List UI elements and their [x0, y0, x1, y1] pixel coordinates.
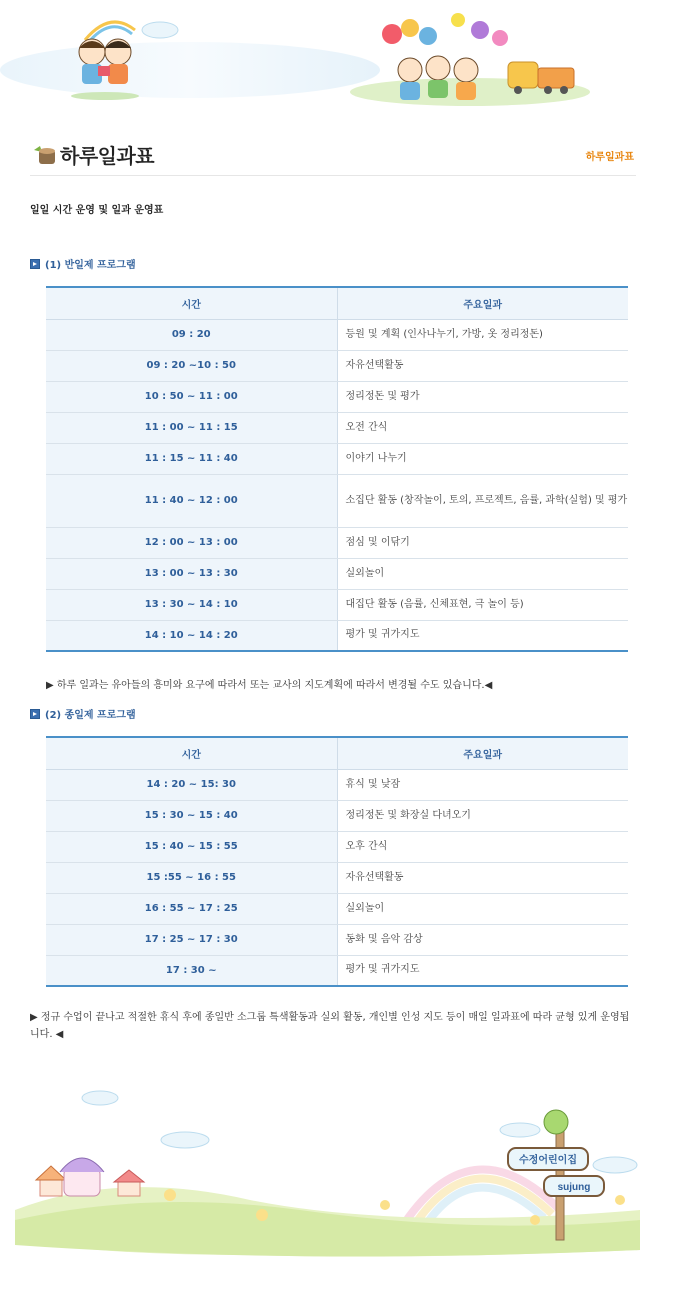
time-cell: 09 : 20 — [46, 319, 337, 350]
task-cell: 대집단 활동 (음률, 신체표현, 극 놀이 등) — [337, 589, 628, 620]
task-cell: 오후 간식 — [337, 831, 628, 862]
time-cell: 13 : 30 ~ 14 : 10 — [46, 589, 337, 620]
time-cell: 13 : 00 ~ 13 : 30 — [46, 558, 337, 589]
task-cell: 휴식 및 낮잠 — [337, 769, 628, 800]
section2-heading — [30, 706, 136, 721]
time-cell: 09 : 20 ~10 : 50 — [46, 350, 337, 381]
table-row — [46, 831, 628, 862]
task-cell: 이야기 나누기 — [337, 443, 628, 474]
table-row — [46, 620, 628, 651]
task-cell: 자유선택활동 — [337, 862, 628, 893]
col-time-header: 시간 — [46, 287, 337, 319]
section1-heading — [30, 256, 136, 271]
task-cell: 점심 및 이닦기 — [337, 527, 628, 558]
table-row — [46, 443, 628, 474]
task-cell: 실외놀이 — [337, 558, 628, 589]
footer-illustration — [0, 1060, 685, 1291]
task-cell: 평가 및 귀가지도 — [337, 620, 628, 651]
section2-note: ▶ 정규 수업이 끝나고 적절한 휴식 후에 종일반 소그룹 특색활동과 실외 활동, 개인별 인성 지도 등이 매일 일과표에 따라 균형 있게 운영됩니다. ◀ — [30, 1012, 630, 1040]
arrow-bullet-icon — [30, 709, 40, 719]
time-cell: 17 : 25 ~ 17 : 30 — [46, 924, 337, 955]
page-title: 하루일과표 — [60, 144, 155, 168]
footer-scene — [0, 1060, 685, 1291]
time-cell: 11 : 15 ~ 11 : 40 — [46, 443, 337, 474]
banner-illustration — [0, 0, 685, 120]
title-row — [30, 140, 636, 176]
time-cell: 14 : 10 ~ 14 : 20 — [46, 620, 337, 651]
tree-stump-icon — [32, 144, 58, 169]
time-cell: 14 : 20 ~ 15: 30 — [46, 769, 337, 800]
time-cell: 11 : 40 ~ 12 : 00 — [46, 474, 337, 527]
time-cell: 10 : 50 ~ 11 : 00 — [46, 381, 337, 412]
section1-label: (1) 반일제 프로그램 — [45, 260, 136, 271]
col-time-header: 시간 — [46, 737, 337, 769]
time-cell: 15 :55 ~ 16 : 55 — [46, 862, 337, 893]
time-cell: 11 : 00 ~ 11 : 15 — [46, 412, 337, 443]
task-cell: 등원 및 계획 (인사나누기, 가방, 옷 정리정돈) — [337, 319, 628, 350]
table-row — [46, 558, 628, 589]
time-cell: 15 : 30 ~ 15 : 40 — [46, 800, 337, 831]
task-cell: 정리정돈 및 평가 — [337, 381, 628, 412]
time-cell: 17 : 30 ~ — [46, 955, 337, 986]
task-cell: 실외놀이 — [337, 893, 628, 924]
sign-bottom-text: sujung — [557, 1182, 591, 1193]
col-task-header: 주요일과 — [337, 287, 628, 319]
task-cell: 정리정돈 및 화장실 다녀오기 — [337, 800, 628, 831]
task-cell: 동화 및 음악 감상 — [337, 924, 628, 955]
table-row — [46, 589, 628, 620]
time-cell: 15 : 40 ~ 15 : 55 — [46, 831, 337, 862]
section2-label: (2) 종일제 프로그램 — [45, 710, 136, 721]
col-task-header: 주요일과 — [337, 737, 628, 769]
table-row — [46, 924, 628, 955]
table-row — [46, 893, 628, 924]
task-cell: 평가 및 귀가지도 — [337, 955, 628, 986]
table-row — [46, 769, 628, 800]
header-banner — [0, 0, 685, 120]
breadcrumb[interactable]: 하루일과표 — [585, 152, 634, 163]
task-cell: 소집단 활동 (창작놀이, 토의, 프로젝트, 음률, 과학(실험) 및 평가 — [337, 474, 628, 527]
table-row — [46, 381, 628, 412]
table-row — [46, 527, 628, 558]
table-row — [46, 319, 628, 350]
table-row — [46, 862, 628, 893]
table-row — [46, 474, 628, 527]
arrow-bullet-icon — [30, 259, 40, 269]
time-cell: 16 : 55 ~ 17 : 25 — [46, 893, 337, 924]
task-cell: 자유선택활동 — [337, 350, 628, 381]
table-row — [46, 800, 628, 831]
task-cell: 오전 간식 — [337, 412, 628, 443]
sign-top-text: 수정어린이집 — [519, 1155, 577, 1166]
table-row — [46, 350, 628, 381]
intro-text: 일일 시간 운영 및 일과 운영표 — [30, 205, 164, 216]
table-row — [46, 412, 628, 443]
time-cell: 12 : 00 ~ 13 : 00 — [46, 527, 337, 558]
section1-note: ▶ 하루 일과는 유아들의 흥미와 요구에 따라서 또는 교사의 지도계획에 따라서 변경될 수도 있습니다.◀ — [46, 680, 493, 691]
table-row — [46, 955, 628, 986]
section2-table — [46, 736, 628, 987]
section1-table — [46, 286, 628, 652]
